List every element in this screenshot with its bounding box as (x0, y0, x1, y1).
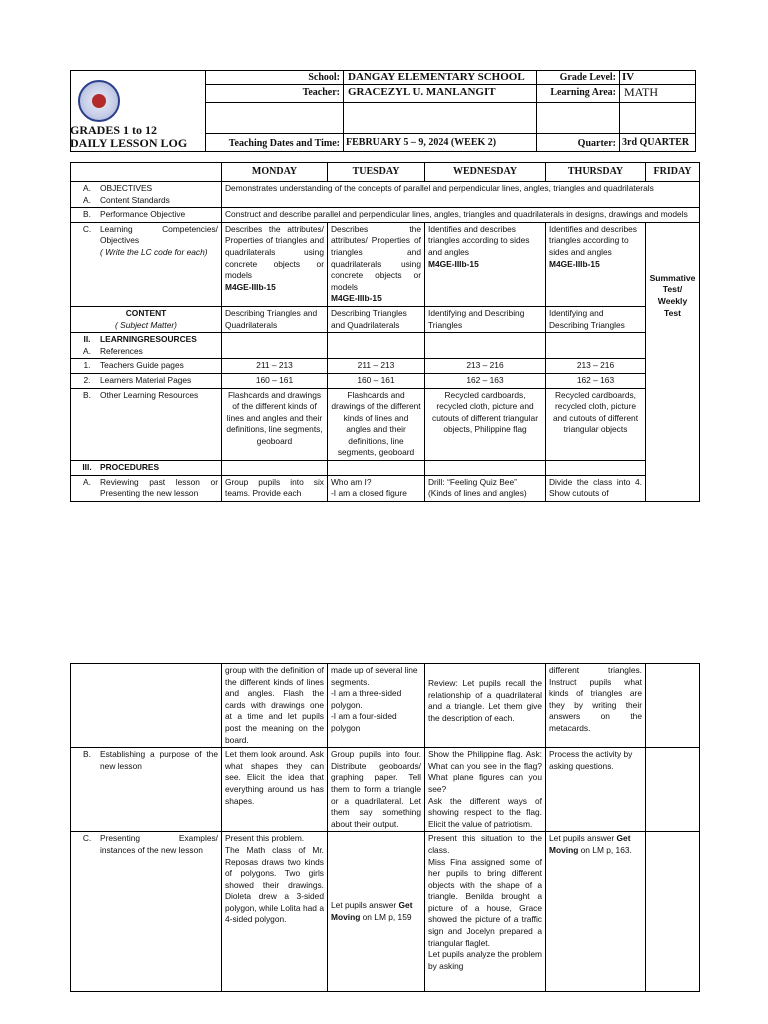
purpose-tuesday: Group pupils into four. Distribute geoboards/ graphing paper. Tell them to form a triangle or a quadrilateral. Let them say something about their output. (328, 748, 425, 832)
row-title: LEARNINGRESOURCES (100, 334, 197, 345)
header-divider (205, 84, 696, 85)
dates-value: FEBRUARY 5 – 9, 2024 (WEEK 2) (346, 137, 497, 148)
examples-tuesday-post: on LM p, 159 (360, 911, 412, 922)
content-standard-text: Demonstrates understanding of the concepts of parallel and perpendicular lines, angles, triangles and quadrilaterals (222, 182, 700, 208)
row-number: A. (83, 476, 91, 487)
dates-label: Teaching Dates and Time: (228, 138, 340, 149)
competency-tuesday: Describes the attributes/ Properties of triangles and quadrilaterals using concrete objects or models (331, 223, 421, 292)
lm-tuesday: 160 – 161 (328, 373, 425, 388)
other-thursday: Recycled cardboards, recycled cloth, picture and cutouts of different triangular objects (546, 388, 646, 461)
row-note: ( Write the LC code for each) (100, 246, 208, 257)
lc-code-tuesday: M4GE-IIIb-15 (331, 293, 382, 304)
row-number: II. (83, 334, 91, 345)
row-title: OBJECTIVES (100, 183, 153, 193)
lesson-log-table (70, 162, 700, 502)
row-number: C. (82, 223, 92, 234)
row-title: PROCEDURES (100, 462, 160, 473)
row-title: Other Learning Resources (100, 389, 199, 400)
row-number: III. (82, 462, 92, 473)
row-title: Presenting Examples/ instances of the new lesson (100, 833, 218, 855)
header-divider (343, 70, 344, 152)
review-row (71, 475, 700, 501)
lc-code-monday: M4GE-IIIb-15 (225, 281, 276, 292)
tg-tuesday: 211 – 213 (328, 359, 425, 374)
lc-code-thursday: M4GE-IIIb-15 (549, 258, 600, 269)
friday-summative: Summative Test/ Weekly Test (646, 222, 700, 501)
other-resources-row (71, 388, 700, 461)
day-header-row (71, 163, 700, 182)
resources-row (71, 333, 700, 359)
row-title: Teachers Guide pages (100, 360, 184, 371)
teachers-guide-row (71, 359, 700, 374)
school-label: School: (308, 72, 340, 83)
row-title: References (100, 345, 143, 356)
row-label (71, 182, 222, 208)
tg-monday: 211 – 213 (222, 359, 328, 374)
review-tuesday: Who am I? -I am a closed figure (328, 475, 425, 501)
objectives-row (71, 182, 700, 208)
review-continued-row (71, 664, 700, 748)
corner-cell (71, 163, 222, 182)
deped-seal-icon (78, 80, 120, 122)
examples-row (71, 832, 700, 992)
grade-value: IV (622, 71, 635, 83)
examples-tuesday-bold: Get Moving (331, 900, 413, 922)
log-title-grades: GRADES 1 to 12 (70, 123, 158, 137)
learners-material-row (71, 373, 700, 388)
content-row (71, 306, 700, 332)
row-title: Learners Material Pages (100, 374, 192, 385)
row-note: ( Subject Matter) (115, 319, 177, 330)
row-title: Content Standards (100, 194, 170, 205)
day-wednesday: WEDNESDAY (425, 163, 546, 182)
row-number: 2. (83, 374, 91, 385)
examples-wednesday: Present this situation to the class. Miss Fina assigned some of her pupils to bring different objects with the shape of a triangle. Benilda brought a picture of a house, Grace showed the picture of a traffic sign and Jocelyn prepared a triangular flaglet. Let pupils analyze the problem by asking (425, 832, 546, 992)
lesson-log-table-continued (70, 663, 700, 992)
content-wednesday: Identifying and Describing Triangles (425, 306, 546, 332)
other-tuesday: Flashcards and drawings of the different kinds of lines and angles and their definitions, line segments, geoboard (328, 388, 425, 461)
lc-code-wednesday: M4GE-IIIb-15 (428, 258, 479, 269)
competency-thursday: Identifies and describes triangles according to sides and angles (549, 223, 637, 257)
other-wednesday: Recycled cardboards, recycled cloth, picture and cutouts of different triangular objects, Philippine flag (425, 388, 546, 461)
row-number: B. (83, 209, 91, 220)
lm-monday: 160 – 161 (222, 373, 328, 388)
day-monday: MONDAY (222, 163, 328, 182)
tg-wednesday: 213 – 216 (425, 359, 546, 374)
purpose-thursday: Process the activity by asking questions. (546, 748, 646, 832)
row-title: Establishing a purpose of the new lesson (100, 749, 218, 771)
examples-tuesday-pre: Let pupils answer (331, 900, 399, 911)
day-friday: FRIDAY (646, 163, 700, 182)
review-cont-monday: group with the definition of the different kinds of lines and angles. Flash the cards with drawings one at a time and let pupils post the meaning on the board. (222, 664, 328, 748)
lm-wednesday: 162 – 163 (425, 373, 546, 388)
examples-monday: Present this problem. The Math class of Mr. Reposas draws two kinds of polygons. Two girls showed their drawings. Dioleta drew a 3-sided polygon, while Lolita had a 4-sided polygon. (222, 832, 328, 992)
row-title: Performance Objective (100, 209, 186, 220)
examples-thursday-bold: Get Moving (549, 833, 631, 855)
header-divider (205, 102, 696, 103)
row-number: C. (82, 833, 92, 844)
day-tuesday: TUESDAY (328, 163, 425, 182)
row-number: A. (83, 194, 91, 205)
review-cont-wednesday: Review: Let pupils recall the relationship of a quadrilateral and a triangle. Let them give the description of each. (425, 664, 546, 748)
review-thursday: Divide the class into 4. Show cutouts of (546, 475, 646, 501)
purpose-monday: Let them look around. Ask what shapes they can see. Elicit the idea that everything around us has shapes. (222, 748, 328, 832)
header-divider (205, 133, 696, 134)
examples-thursday-pre: Let pupils answer (549, 833, 617, 844)
school-value: DANGAY ELEMENTARY SCHOOL (348, 71, 525, 83)
review-wednesday: Drill: “Feeling Quiz Bee” (Kinds of lines and angles) (425, 475, 546, 501)
row-title: Learning Competencies/ Objectives (100, 223, 218, 246)
row-number: B. (83, 749, 91, 760)
content-tuesday: Describing Triangles and Quadrilaterals (328, 306, 425, 332)
row-title: CONTENT (125, 307, 167, 318)
competency-wednesday: Identifies and describes triangles according to sides and angles (428, 223, 530, 257)
lm-thursday: 162 – 163 (546, 373, 646, 388)
review-cont-tuesday: made up of several line segments. -I am a three-sided polygon. -I am a four-sided polygon (328, 664, 425, 748)
examples-thursday-post: on LM p, 163. (578, 844, 632, 855)
area-label: Learning Area: (550, 87, 616, 98)
quarter-label: Quarter: (577, 138, 616, 149)
examples-thursday (546, 832, 646, 992)
row-number: A. (83, 345, 91, 356)
area-value: MATH (624, 85, 659, 99)
teacher-label: Teacher: (302, 87, 340, 98)
tg-thursday: 213 – 216 (546, 359, 646, 374)
row-number: 1. (83, 360, 91, 371)
procedures-row (71, 461, 700, 476)
purpose-row (71, 748, 700, 832)
competencies-row (71, 222, 700, 306)
other-monday: Flashcards and drawings of the different kinds of lines and angles and their definitions, line segments, geoboard (222, 388, 328, 461)
performance-objective-text: Construct and describe parallel and perpendicular lines, angles, triangles and quadrilaterals in designs, drawings and models (222, 208, 700, 223)
review-cont-thursday: different triangles. Instruct pupils what kinds of triangles are they by writing their answers on the metacards. (546, 664, 646, 748)
row-title: Reviewing past lesson or Presenting the new lesson (100, 476, 218, 499)
examples-tuesday (328, 832, 425, 992)
content-thursday: Identifying and Describing Triangles (546, 306, 646, 332)
teacher-value: GRACEZYL U. MANLANGIT (348, 86, 496, 98)
header-divider (619, 70, 620, 152)
performance-row (71, 208, 700, 223)
log-title-dll: DAILY LESSON LOG (70, 136, 188, 150)
day-thursday: THURSDAY (546, 163, 646, 182)
row-number: B. (83, 389, 91, 400)
quarter-value: 3rd QUARTER (622, 137, 690, 148)
competency-monday: Describes the attributes/ Properties of triangles and quadrilaterals using concrete objects or models (225, 223, 324, 281)
purpose-wednesday: Show the Philippine flag. Ask: What can you see in the flag? What plane figures can you see? Ask the different ways of showing respect to the flag. Elicit the value of patriotism. (425, 748, 546, 832)
grade-label: Grade Level: (559, 72, 616, 83)
review-monday: Group pupils into six teams. Provide each (222, 475, 328, 501)
row-number: A. (83, 183, 91, 193)
content-monday: Describing Triangles and Quadrilaterals (222, 306, 328, 332)
